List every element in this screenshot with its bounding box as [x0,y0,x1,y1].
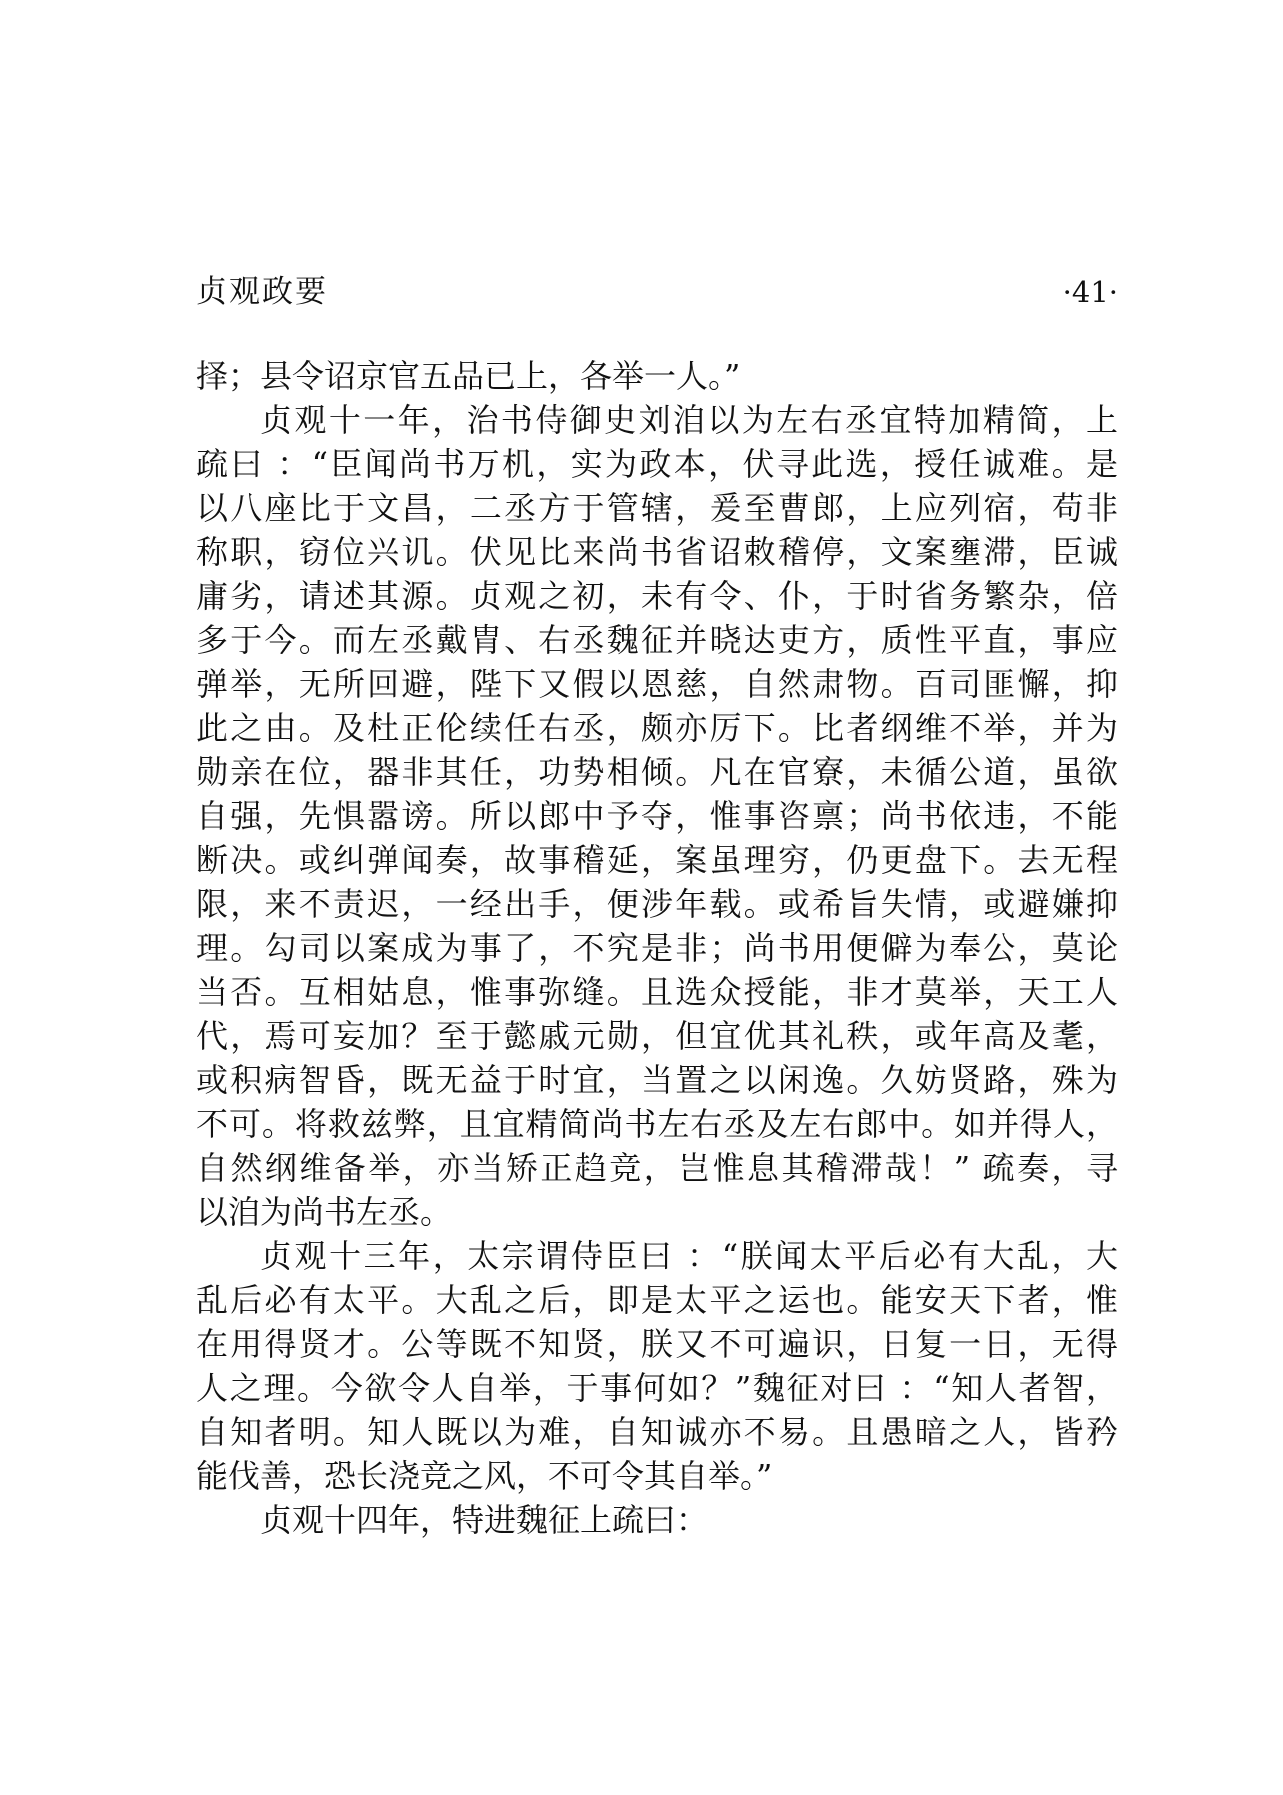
text-line: 贞观十一年，治书侍御史刘洎以为左右丞宜特加精简，上 [260,401,1118,439]
text-line: 理。勾司以案成为事了，不究是非；尚书用便僻为奉公，莫论 [196,929,1118,967]
text-line: 或积病智昏，既无益于时宜，当置之以闲逸。久妨贤路，殊为 [196,1061,1118,1099]
text-line: 勋亲在位，器非其任，功势相倾。凡在官寮，未循公道，虽欲 [196,753,1118,791]
text-line: 人之理。今欲令人自举，于事何如？”魏征对曰 ：“知人者智， [196,1369,1118,1407]
running-header [196,272,1118,312]
text-line: 不可。将救兹弊，且宜精简尚书左右丞及左右郎中。如并得人， [196,1105,1118,1143]
text-line: 贞观十三年，太宗谓侍臣曰 ：“朕闻太平后必有大乱，大 [260,1237,1118,1275]
text-line: 在用得贤才。公等既不知贤，朕又不可遍识，日复一日，无得 [196,1325,1118,1363]
text-line: 此之由。及杜正伦续任右丞，颇亦厉下。比者纲维不举，并为 [196,709,1118,747]
body-text [196,354,1118,1542]
text-line: 代，焉可妄加？至于懿戚元勋，但宜优其礼秩，或年高及耄， [196,1017,1118,1055]
text-line: 以八座比于文昌，二丞方于管辖，爰至曹郎，上应列宿，苟非 [196,489,1118,527]
text-line: 贞观十四年，特进魏征上疏曰： [260,1501,709,1539]
text-line: 当否。互相姑息，惟事弥缝。且选众授能，非才莫举，天工人 [196,973,1118,1011]
text-line: 称职，窃位兴讥。伏见比来尚书省诏敕稽停，文案壅滞，臣诚 [196,533,1118,571]
text-line: 以洎为尚书左丞。 [196,1193,453,1231]
text-line: 断决。或纠弹闻奏，故事稽延，案虽理穷，仍更盘下。去无程 [196,841,1118,879]
text-line: 弹举，无所回避，陛下又假以恩慈，自然肃物。百司匪懈，抑 [196,665,1118,703]
text-line: 庸劣，请述其源。贞观之初，未有令、仆，于时省务繁杂，倍 [196,577,1118,615]
text-line: 多于今。而左丞戴胄、右丞魏征并晓达吏方，质性平直，事应 [196,621,1118,659]
text-line: 自然纲维备举，亦当矫正趋竞，岂惟息其稽滞哉！” 疏奏，寻 [196,1149,1118,1187]
text-line: 择；县令诏京官五品已上，各举一人。” [196,357,741,395]
book-title: 贞观政要 [196,274,328,310]
text-line: 限，来不责迟，一经出手，便涉年载。或希旨失情，或避嫌抑 [196,885,1118,923]
text-line: 自强，先惧嚣谤。所以郎中予夺，惟事咨禀；尚书依违，不能 [196,797,1118,835]
text-line: 乱后必有太平。大乱之后，即是太平之运也。能安天下者，惟 [196,1281,1118,1319]
text-line: 自知者明。知人既以为难，自知诚亦不易。且愚暗之人，皆矜 [196,1413,1118,1451]
page-number: ·41· [1062,275,1118,309]
text-line: 疏曰 ：“臣闻尚书万机，实为政本，伏寻此选，授任诚难。是 [196,445,1118,483]
text-line: 能伐善，恐长浇竞之风，不可令其自举。” [196,1457,773,1495]
